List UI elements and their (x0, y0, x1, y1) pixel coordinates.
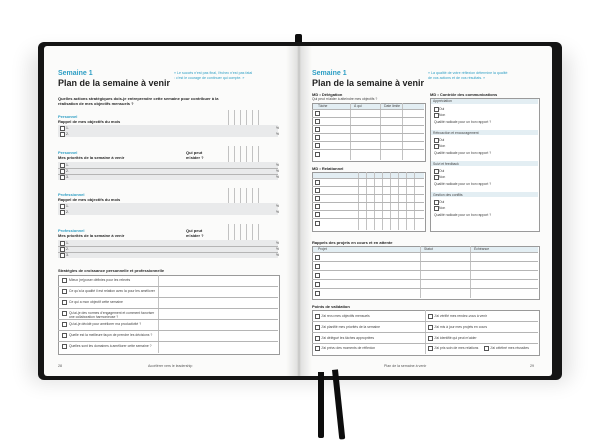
checkbox[interactable] (428, 325, 433, 330)
checkbox[interactable] (315, 135, 320, 140)
personal-label: Personnel (58, 150, 78, 155)
quality-question: Qualité radicale pour un bon rapport ? (434, 182, 492, 186)
weekly-priorities-label: Mes priorités de la semaine à venir (58, 155, 125, 160)
quote: « Le succès n'est pas final, l'échec n'est pas fatal : c'est le courage de continuer qui compte. » (174, 71, 253, 80)
item-number: 2. (66, 132, 69, 136)
yes-label: Oui (439, 138, 445, 142)
percent: % (276, 247, 280, 251)
checkbox[interactable] (428, 346, 433, 351)
checkbox[interactable] (315, 180, 320, 185)
bookmark-ribbon-bottom (318, 372, 324, 438)
checkbox[interactable] (62, 289, 67, 294)
checkbox[interactable] (60, 169, 65, 174)
checkbox[interactable] (315, 127, 320, 132)
item-number: 3. (66, 253, 69, 257)
communication-item: Appréciation (433, 99, 452, 103)
checkbox[interactable] (60, 241, 65, 246)
yes-label: Oui (439, 107, 445, 111)
no-label: Non (439, 144, 446, 148)
percent: % (276, 163, 280, 167)
validation-item: J'ai pris soin de mes relations (434, 346, 479, 350)
professional-label: Professionnel (58, 192, 85, 197)
checkbox[interactable] (62, 333, 67, 338)
checkbox[interactable] (315, 325, 320, 330)
checkbox[interactable] (315, 255, 320, 260)
quality-question: Qualité radicale pour un bon rapport ? (434, 213, 492, 217)
quality-question: Qualité radicale pour un bon rapport ? (434, 120, 492, 124)
percent: % (276, 241, 280, 245)
percent: % (276, 169, 280, 173)
checkbox[interactable] (315, 264, 320, 269)
percent: % (276, 204, 280, 208)
quote: « La qualité de votre réflexion détermine la qualité de vos actions et de vos résultats. » (428, 71, 508, 80)
week-label: Semaine 1 (312, 70, 347, 77)
validation-item: J'ai planifié mes priorités de la semaine (321, 325, 381, 329)
personal-label: Personnel (58, 114, 78, 119)
yes-label: Oui (439, 200, 445, 204)
delegation-title: MD • Délégation (312, 92, 343, 97)
checkbox[interactable] (315, 196, 320, 201)
checkbox[interactable] (428, 336, 433, 341)
left-page (44, 46, 298, 376)
validation-item: J'ai prévu des moments de réflexion (321, 346, 376, 350)
checkbox[interactable] (62, 300, 67, 305)
checkbox[interactable] (60, 210, 65, 215)
communication-item: Rétroaction et encouragement (433, 130, 479, 135)
monthly-reminder-label: Rappel de mes objectifs du mois (58, 119, 121, 124)
quality-question: Qualité radicale pour un bon rapport ? (434, 151, 492, 155)
strategy-item: Quelles sont les domaines à améliorer cette semaine ? (69, 344, 152, 348)
checkbox[interactable] (428, 314, 433, 319)
checkbox[interactable] (60, 132, 65, 137)
checkbox[interactable] (315, 212, 320, 217)
checkbox[interactable] (315, 221, 320, 226)
checkbox[interactable] (315, 282, 320, 287)
strategy-item: Qu'ai-je décidé pour améliorer ma productivité ? (69, 322, 142, 326)
checkbox[interactable] (315, 204, 320, 209)
strategies-title: Stratégies de croissance personnelle et professionnelle (58, 268, 165, 273)
checkbox[interactable] (62, 278, 67, 283)
strategy-item: Ce qu'a la qualité il est relation avec la pour les améliorer (69, 289, 155, 293)
page-title: Plan de la semaine à venir (58, 78, 171, 88)
checkbox[interactable] (315, 336, 320, 341)
item-number: 2. (66, 210, 69, 214)
percent: % (276, 210, 280, 214)
who-can-help-label: Qui peut m'aider ? (186, 228, 204, 238)
strategy-item: Mieux (re)poser définies pour les relevés (69, 278, 131, 282)
validation-item: J'ai identifié qui peut m'aider (434, 336, 477, 340)
checkbox[interactable] (60, 126, 65, 131)
checkbox[interactable] (60, 253, 65, 258)
validation-item: J'ai mis à jour mes projets en cours (434, 325, 488, 329)
percent: % (276, 132, 280, 136)
checkbox[interactable] (315, 188, 320, 193)
checkbox[interactable] (62, 311, 67, 316)
checkbox[interactable] (315, 314, 320, 319)
checkbox[interactable] (315, 291, 320, 296)
relational-title: MD • Relationnel (312, 166, 344, 171)
footer-text: Accélérer vers le leadership (148, 364, 193, 368)
professional-label: Professionnel (58, 228, 85, 233)
checkbox[interactable] (60, 247, 65, 252)
page-number: 28 (58, 364, 62, 368)
item-number: 1. (66, 204, 69, 208)
item-number: 2. (66, 247, 69, 251)
column-header: Tâche (318, 104, 328, 108)
strategy-item: Qu'ai-je des normes d'engagement et comment favoriser une collaboration harmonieuse ? (69, 311, 155, 319)
footer-text: Plan de la semaine à venir (384, 364, 427, 368)
checkbox[interactable] (60, 175, 65, 180)
checkbox[interactable] (315, 111, 320, 116)
delegation-subtitle: Qui peut m'aider à atteindre mes objectifs ? (312, 97, 378, 101)
guiding-question: Quelles actions stratégiques dois-je entreprendre cette semaine pour contribuer à la réalisation de mes objectifs mensuels ? (58, 96, 219, 106)
percent: % (276, 253, 280, 257)
yes-label: Oui (439, 169, 445, 173)
strategy-item: Quelle est la meilleure façon de prendre les décisions ? (69, 333, 153, 337)
column-header: Date limite (384, 104, 401, 108)
checkbox[interactable] (315, 152, 320, 157)
no-label: Non (439, 206, 446, 210)
right-page (298, 46, 552, 376)
checkbox[interactable] (315, 143, 320, 148)
validation-title: Points de validation (312, 304, 350, 309)
percent: % (276, 175, 280, 179)
percent: % (276, 126, 280, 130)
item-number: 3. (66, 175, 69, 179)
week-label: Semaine 1 (58, 70, 93, 77)
page-number: 29 (530, 364, 534, 368)
projects-table (312, 246, 540, 300)
column-header: À qui (354, 104, 362, 108)
item-number: 2. (66, 169, 69, 173)
validation-item: J'ai célébré mes réussites (490, 346, 529, 350)
item-number: 1. (66, 126, 69, 130)
no-label: Non (439, 113, 446, 117)
validation-item: J'ai vérifié mes rendez-vous à venir (434, 314, 488, 318)
communication-item: Gestion des conflits (433, 192, 463, 197)
no-label: Non (439, 175, 446, 179)
checkbox[interactable] (315, 273, 320, 278)
communication-item: Suivi et feedback (433, 161, 459, 166)
book-gutter (286, 46, 312, 376)
column-header: Échéance (474, 247, 490, 251)
communication-title: MD • Contrôle des communications (430, 92, 498, 97)
page-title: Plan de la semaine à venir (312, 78, 425, 88)
validation-item: J'ai délégué les tâches appropriées (321, 336, 375, 340)
item-number: 1. (66, 241, 69, 245)
weekly-priorities-label: Mes priorités de la semaine à venir (58, 233, 125, 238)
who-can-help-label: Qui peut m'aider ? (186, 150, 204, 160)
checkbox[interactable] (60, 163, 65, 168)
checkbox[interactable] (62, 322, 67, 327)
column-header: Statut (424, 247, 433, 251)
column-header: Projet (318, 247, 327, 251)
checkbox[interactable] (60, 204, 65, 209)
checkbox[interactable] (484, 346, 489, 351)
validation-item: J'ai revu mes objectifs mensuels (321, 314, 370, 318)
strategy-item: Ce qui a mon objectif cette semaine (69, 300, 123, 304)
checkbox[interactable] (315, 346, 320, 351)
monthly-reminder-label: Rappel de mes objectifs du mois (58, 197, 121, 202)
projects-title: Rappels des projets en cours et en attente (312, 240, 393, 245)
item-number: 1. (66, 163, 69, 167)
checkbox[interactable] (315, 119, 320, 124)
checkbox[interactable] (62, 344, 67, 349)
